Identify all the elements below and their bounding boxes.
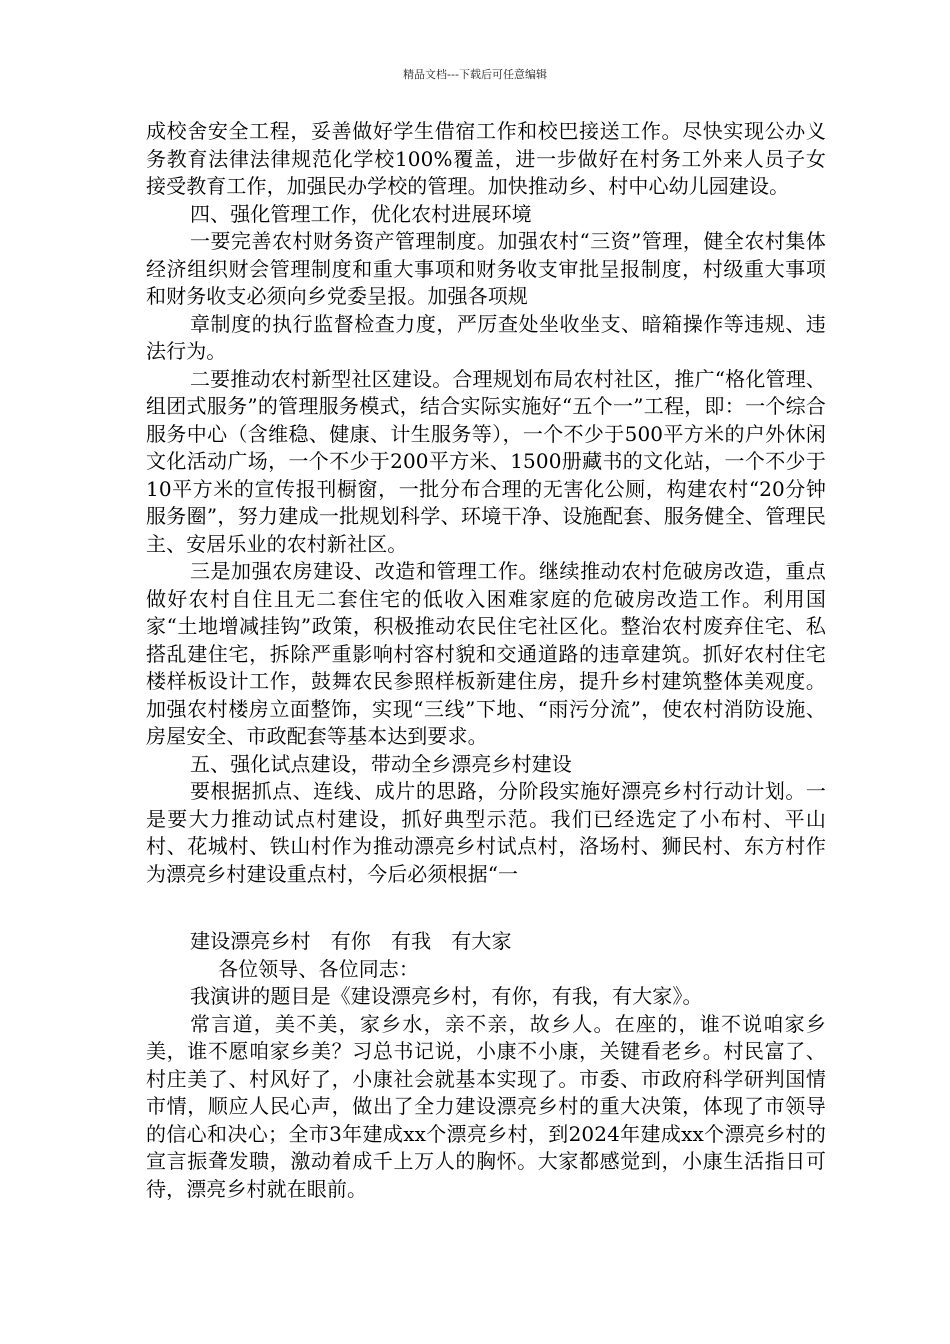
paragraph: 我演讲的题目是《建设漂亮乡村，有你，有我，有大家》。 [190, 984, 703, 1008]
paragraph: 成校舍安全工程，妥善做好学生借宿工作和校巴接送工作。尽快实现公办义务教育法律法律规范化学校100%覆盖，进一步做好在村务工外来人员子女接受教育工作，加强民办学校的管理。加快推动乡、村中心幼儿园建设。 [146, 119, 826, 198]
salutation: 各位领导、各位同志： [218, 956, 419, 981]
paragraph: 一要完善农村财务资产管理制度。加强农村“三资”管理，健全农村集体经济组织财会管理制度和重大事项和财务收支审批呈报制度，村级重大事项和财务收支必须向乡党委呈报。加强各项规 [146, 229, 826, 308]
speech-title: 建设漂亮乡村 有你 有我 有大家 [190, 929, 512, 953]
document-body [146, 118, 826, 1203]
page-header: 精品文档---下载后可任意编辑 [403, 68, 547, 81]
paragraph: 要根据抓点、连线、成片的思路，分阶段实施好漂亮乡村行动计划。一是要大力推动试点村建设，抓好典型示范。我们已经选定了小布村、平山村、花城村、铁山村作为推动漂亮乡村试点村，洛场村、狮民村、东方村作为漂亮乡村建设重点村，今后必须根据“一 [146, 779, 826, 886]
paragraph: 二要推动农村新型社区建设。合理规划布局农村社区，推广“格化管理、组团式服务”的管理服务模式，结合实际实施好“五个一”工程，即：一个综合服务中心（含维稳、健康、计生服务等），一个不少于500平方米的户外休闲文化活动广场，一个不少于200平方米、1500册藏书的文化站，一个不少于10平方米的宣传报刊橱窗，一批分布合理的无害化公厕，构建农村“20分钟服务圈”，努力建成一批规划科学、环境干净、设施配套、服务健全、管理民主、安居乐业的农村新社区。 [146, 366, 826, 556]
paragraph: 章制度的执行监督检查力度，严厉查处坐收坐支、暗箱操作等违规、违法行为。 [146, 311, 826, 363]
section-heading: 四、强化管理工作，优化农村进展环境 [190, 201, 532, 226]
paragraph: 三是加强农房建设、改造和管理工作。继续推动农村危破房改造，重点做好农村自住且无二套住宅的低收入困难家庭的危破房改造工作。利用国家“土地增减挂钩”政策，积极推动农民住宅社区化。整治农村废弃住宅、私搭乱建住宅，拆除严重影响村容村貌和交通道路的违章建筑。抓好农村住宅楼样板设计工作，鼓舞农民参照样板新建住房，提升乡村建筑整体美观度。加强农村楼房立面整饰，实现“三线”下地、“雨污分流”，使农村消防设施、房屋安全、市政配套等基本达到要求。 [146, 559, 826, 748]
paragraph: 常言道，美不美，家乡水，亲不亲，故乡人。在座的，谁不说咱家乡美，谁不愿咱家乡美？习总书记说，小康不小康，关键看老乡。村民富了、村庄美了、村风好了，小康社会就基本实现了。市委、市政府科学研判国情市情，顺应人民心声，做出了全力建设漂亮乡村的重大决策，体现了市领导的信心和决心；全市3年建成xx个漂亮乡村，到2024年建成xx个漂亮乡村的宣言振聋发聩，激动着成千上万人的胸怀。大家都感觉到，小康生活指日可待，漂亮乡村就在眼前。 [146, 1011, 826, 1201]
section-gap [146, 888, 826, 928]
section-heading: 五、强化试点建设，带动全乡漂亮乡村建设 [190, 751, 572, 776]
